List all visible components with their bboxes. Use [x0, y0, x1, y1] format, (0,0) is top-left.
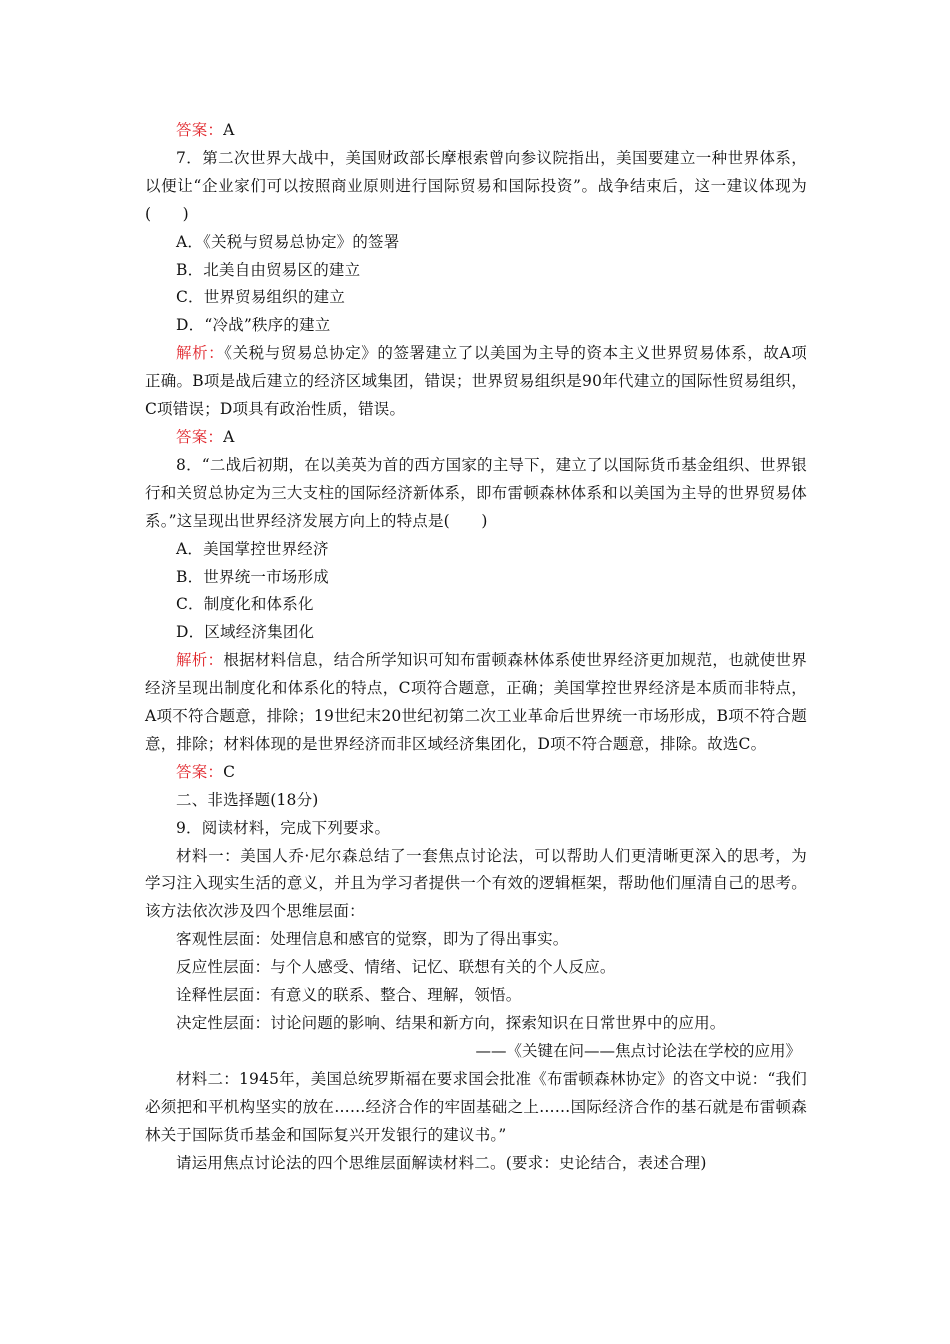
q8-stem: 8．“二战后初期，在以美英为首的西方国家的主导下，建立了以国际货币基金组织、世界银行和关贸总协定为三大支柱的国际经济新体系，即布雷顿森林体系和以美国为主导的世界贸易体系。”这呈现出世界经济发展方向上的特点是( ) [145, 455, 807, 530]
q9-material2: 材料二：1945年，美国总统罗斯福在要求国会批准《布雷顿森林协定》的咨文中说：“我们必须把和平机构坚实的放在……经济合作的牢固基础之上……国际经济合作的基石就是布雷顿森林关于国际货币基金和国际复兴开发银行的建议书。” [145, 1069, 807, 1144]
q7-analysis [145, 340, 807, 424]
analysis-text: 根据材料信息，结合所学知识可知布雷顿森林体系使世界经济更加规范，也就使世界经济呈现出制度化和体系化的特点，C项符合题意，正确；美国掌控世界经济是本质而非特点，A项不符合题意，排除；19世纪末20世纪初第二次工业革命后世界统一市场形成，B项不符合题意，排除；材料体现的是世界经济而非区域经济集团化，D项不符合题意，排除。故选C。 [145, 651, 808, 753]
q9-level-interpretive: 诠释性层面：有意义的联系、整合、理解，领悟。 [176, 986, 522, 1005]
q9-stem: 9．阅读材料，完成下列要求。 [176, 818, 391, 837]
analysis-text: 《关税与贸易总协定》的签署建立了以美国为主导的资本主义世界贸易体系，故A项正确。B项是战后建立的经济区域集团，错误；世界贸易组织是90年代建立的国际性贸易组织，C项错误；D项具有政治性质，错误。 [145, 344, 807, 419]
answer-value: A [223, 427, 235, 446]
q9-level-objective: 客观性层面：处理信息和感官的觉察，即为了得出事实。 [176, 930, 569, 949]
q8-option-a: A．美国掌控世界经济 [176, 539, 329, 558]
q8-option-d: D．区域经济集团化 [176, 623, 315, 642]
q7-answer [145, 424, 807, 452]
answer-label: 答案： [176, 427, 224, 446]
answer-value: A [223, 121, 235, 139]
q7-option-c: C．世界贸易组织的建立 [176, 288, 346, 307]
q7-stem: 7．第二次世界大战中，美国财政部长摩根索曾向参议院指出，美国要建立一种世界体系，以便让“企业家们可以按照商业原则进行国际贸易和国际投资”。战争结束后，这一建议体现为( ) [145, 148, 807, 223]
q9-level-decisional: 决定性层面：讨论问题的影响、结果和新方向，探索知识在日常世界中的应用。 [176, 1014, 726, 1032]
q8-answer [145, 759, 807, 787]
q8-option-b: B．世界统一市场形成 [176, 567, 329, 586]
q8-analysis [145, 647, 807, 759]
q7-option-a: A．《关税与贸易总协定》的签署 [176, 232, 400, 251]
answer-label: 答案： [176, 762, 224, 781]
q7-option-b: B．北美自由贸易区的建立 [176, 260, 361, 279]
q9-material1-source: ——《关键在问——焦点讨论法在学校的应用》 [475, 1041, 801, 1060]
answer-label: 答案： [176, 121, 224, 139]
document-body [145, 117, 807, 1177]
q8-option-c: C．制度化和体系化 [176, 595, 314, 614]
q9-material1-intro: 材料一：美国人乔·尼尔森总结了一套焦点讨论法，可以帮助人们更清晰更深入的思考，为学习注入现实生活的意义，并且为学习者提供一个有效的逻辑框架，帮助他们厘清自己的思考。该方法依次涉及四个思维层面： [145, 846, 807, 921]
analysis-label: 解析： [176, 651, 224, 670]
analysis-label: 解析： [176, 344, 225, 363]
q9-level-reflective: 反应性层面：与个人感受、情绪、记忆、联想有关的个人反应。 [176, 958, 616, 977]
section-heading: 二、非选择题(18分) [176, 790, 319, 809]
q7-option-d: D．“冷战”秩序的建立 [176, 316, 331, 335]
q9-task: 请运用焦点讨论法的四个思维层面解读材料二。(要求：史论结合，表述合理) [176, 1153, 707, 1172]
answer-value: C [223, 762, 236, 781]
q6-answer [145, 117, 807, 145]
